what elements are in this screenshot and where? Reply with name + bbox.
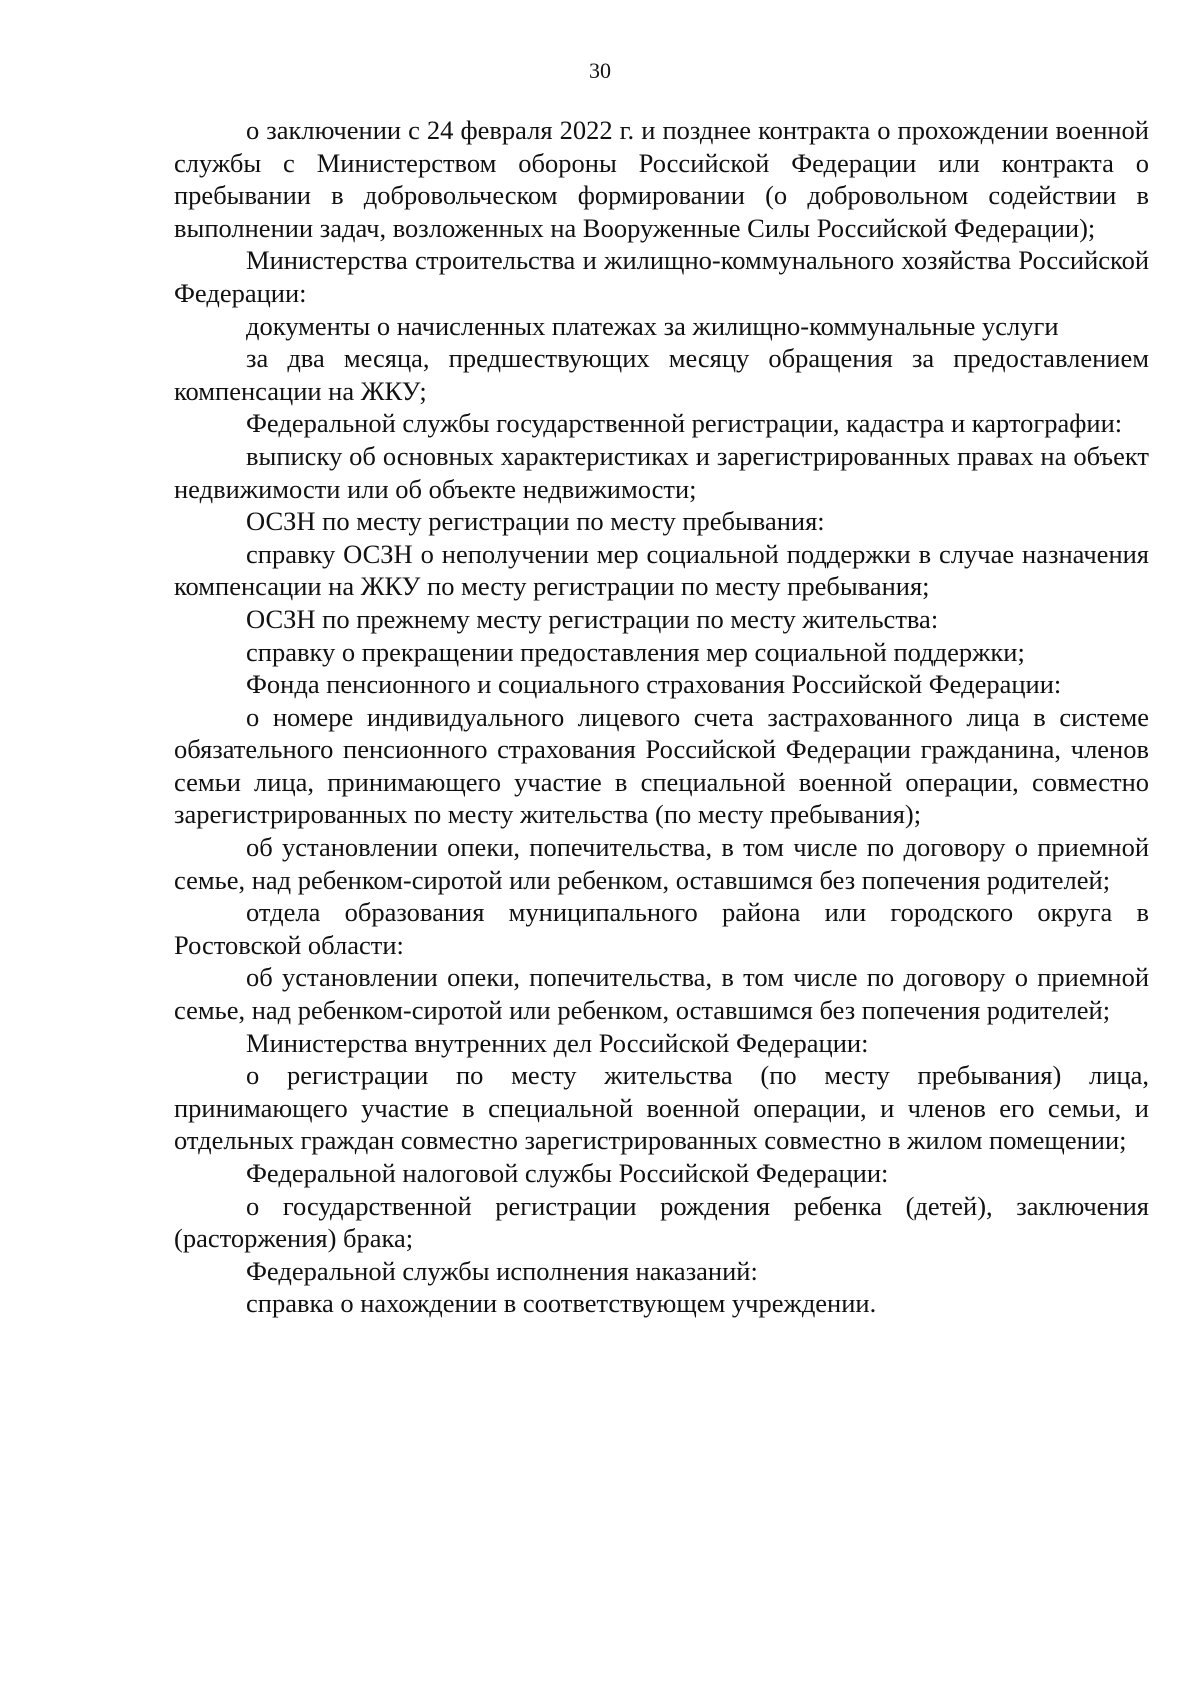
paragraph: о номере индивидуального лицевого счета застрахованного лица в системе обязательного пенсионного страхования Российской Федерации гражданина, членов семьи лица, принимающего участие в специальной военной операции, совместно зарегистрированных по месту жительства (по месту пребывания); (174, 701, 1149, 830)
paragraph: Федеральной службы государственной регистрации, кадастра и картографии: (246, 408, 1123, 439)
paragraph: Министерства внутренних дел Российской Федерации: (246, 1027, 869, 1058)
paragraph: документы о начисленных платежах за жилищно-коммунальные услуги (246, 310, 1059, 341)
paragraph: о государственной регистрации рождения ребенка (детей), заключения (расторжения) брака; (174, 1190, 1149, 1254)
paragraph: о регистрации по месту жительства (по месту пребывания) лица, принимающего участие в специальной военной операции, и членов его семьи, и отдельных граждан совместно зарегистрированных совместно в жилом помещении; (174, 1060, 1149, 1156)
paragraph: Федеральной службы исполнения наказаний: (246, 1255, 758, 1286)
document-body (174, 114, 1149, 1320)
paragraph: за два месяца, предшествующих месяцу обращения за предоставлением компенсации на ЖКУ; (174, 343, 1149, 406)
page-number: 30 (589, 58, 611, 83)
paragraph: об установлении опеки, попечительства, в том числе по договору о приемной семье, над ребенком-сиротой или ребенком, оставшимся без попечения родителей; (174, 832, 1149, 895)
paragraph: отдела образования муниципального района или городского округа в Ростовской области: (174, 897, 1149, 960)
paragraph: Министерства строительства и жилищно-коммунального хозяйства Российской Федерации: (174, 245, 1149, 308)
paragraph: ОСЗН по прежнему месту регистрации по месту жительства: (246, 603, 939, 634)
paragraph: Федеральной налоговой службы Российской Федерации: (246, 1158, 889, 1188)
paragraph: справка о нахождении в соответствующем учреждении. (246, 1288, 877, 1319)
paragraph: справку ОСЗН о неполучении мер социальной поддержки в случае назначения компенсации на ЖКУ по месту регистрации по месту пребывания; (174, 538, 1149, 602)
paragraph: справку о прекращении предоставления мер социальной поддержки; (246, 636, 1025, 667)
paragraph: об установлении опеки, попечительства, в том числе по договору о приемной семье, над ребенком-сиротой или ребенком, оставшимся без попечения родителей; (174, 962, 1149, 1026)
paragraph: Фонда пенсионного и социального страхования Российской Федерации: (246, 669, 1062, 700)
paragraph: ОСЗН по месту регистрации по месту пребывания: (246, 506, 825, 537)
paragraph: о заключении с 24 февраля 2022 г. и позднее контракта о прохождении военной службы с Министерством обороны Российской Федерации или контракта о пребывании в добровольческом формировании (о добровольном содействии в выполнении задач, возложенных на Вооруженные Силы Российской Федерации); (174, 115, 1149, 243)
paragraph: выписку об основных характеристиках и зарегистрированных правах на объект недвижимости или об объекте недвижимости; (174, 440, 1149, 504)
